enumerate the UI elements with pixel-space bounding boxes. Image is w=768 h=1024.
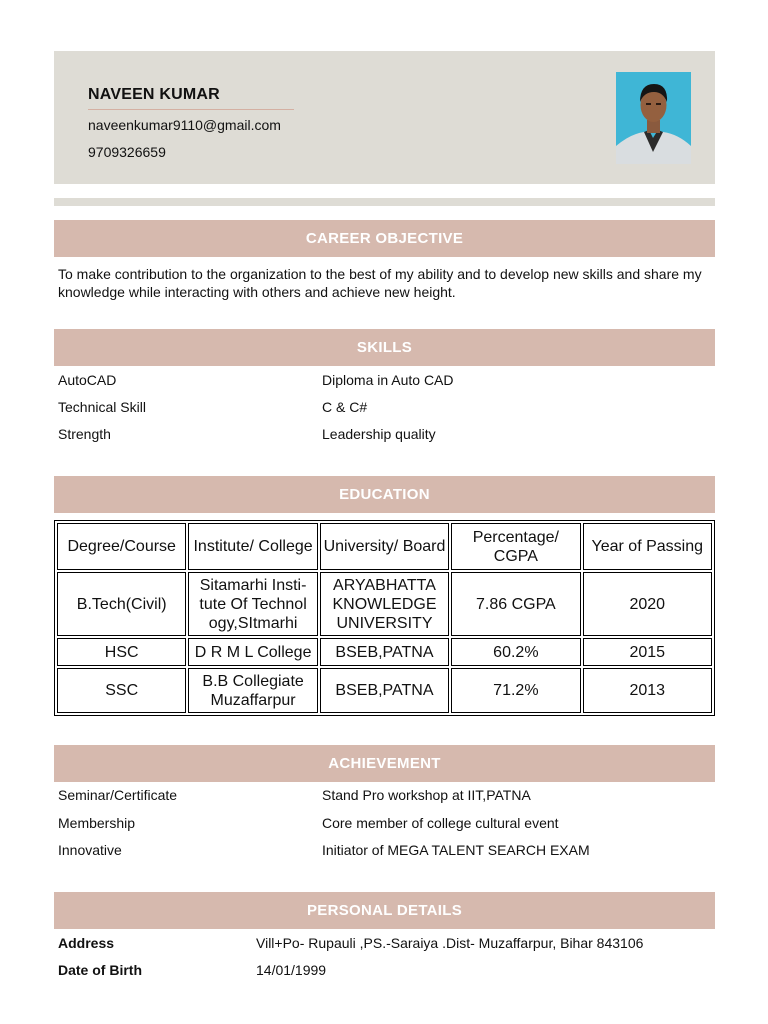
achievement-value: Initiator of MEGA TALENT SEARCH EXAM <box>322 842 590 858</box>
table-cell: 2015 <box>583 638 712 666</box>
personal-label: Address <box>58 935 115 951</box>
skill-label: AutoCAD <box>58 372 117 388</box>
column-header: University/ Board <box>320 523 449 570</box>
achievement-value: Stand Pro workshop at IIT,PATNA <box>322 787 531 803</box>
education-table <box>54 520 715 716</box>
achievement-label: Innovative <box>58 842 122 858</box>
section-career-objective: CAREER OBJECTIVE <box>54 220 715 257</box>
phone-number: 9709326659 <box>88 144 166 160</box>
achievement-label: Seminar/Certificate <box>58 787 178 803</box>
column-header: Institute/ College <box>188 523 317 570</box>
table-cell: D R M L College <box>188 638 317 666</box>
personal-value: Vill+Po- Rupauli ,PS.-Saraiya .Dist- Muzaffarpur, Bihar 843106 <box>256 935 644 951</box>
skill-value: C & C# <box>322 399 368 415</box>
achievement-label: Membership <box>58 815 136 831</box>
personal-value: 14/01/1999 <box>256 962 327 978</box>
person-photo-icon <box>616 72 691 164</box>
table-cell: B.Tech(Civil) <box>57 572 186 636</box>
skill-value: Leadership quality <box>322 426 436 442</box>
table-row <box>57 572 712 636</box>
resume-header <box>54 51 715 184</box>
profile-photo <box>616 72 691 164</box>
table-cell: 71.2% <box>451 668 580 713</box>
personal-label: Date of Birth <box>58 962 142 978</box>
name-underline <box>88 109 294 110</box>
skill-value: Diploma in Auto CAD <box>322 372 454 388</box>
education-header-row <box>57 523 712 570</box>
table-cell: ARYABHATTA KNOWLEDGE UNIVERSITY <box>320 572 449 636</box>
table-cell: 2020 <box>583 572 712 636</box>
table-cell: SSC <box>57 668 186 713</box>
table-cell: Sitamarhi Insti-tute Of Technol ogy,SItmarhi <box>188 572 317 636</box>
column-header: Percentage/ CGPA <box>451 523 580 570</box>
candidate-name: NAVEEN KUMAR <box>88 86 220 103</box>
section-personal-details: PERSONAL DETAILS <box>54 892 715 929</box>
table-row <box>57 668 712 713</box>
table-cell: 2013 <box>583 668 712 713</box>
table-cell: HSC <box>57 638 186 666</box>
table-cell: 60.2% <box>451 638 580 666</box>
section-achievement: ACHIEVEMENT <box>54 745 715 782</box>
column-header: Degree/Course <box>57 523 186 570</box>
career-objective-text: To make contribution to the organization to the best of my ability and to develop new skills and share my knowledge while interacting with others and achieve new height. <box>58 266 702 300</box>
table-cell: BSEB,PATNA <box>320 668 449 713</box>
table-row <box>57 638 712 666</box>
achievement-value: Core member of college cultural event <box>322 815 559 831</box>
header-divider-bar <box>54 198 715 206</box>
skill-label: Technical Skill <box>58 399 146 415</box>
table-cell: B.B Collegiate Muzaffarpur <box>188 668 317 713</box>
table-cell: BSEB,PATNA <box>320 638 449 666</box>
section-skills: SKILLS <box>54 329 715 366</box>
column-header: Year of Passing <box>583 523 712 570</box>
email-address: naveenkumar9110@gmail.com <box>88 117 281 133</box>
section-education: EDUCATION <box>54 476 715 513</box>
skill-label: Strength <box>58 426 111 442</box>
table-cell: 7.86 CGPA <box>451 572 580 636</box>
